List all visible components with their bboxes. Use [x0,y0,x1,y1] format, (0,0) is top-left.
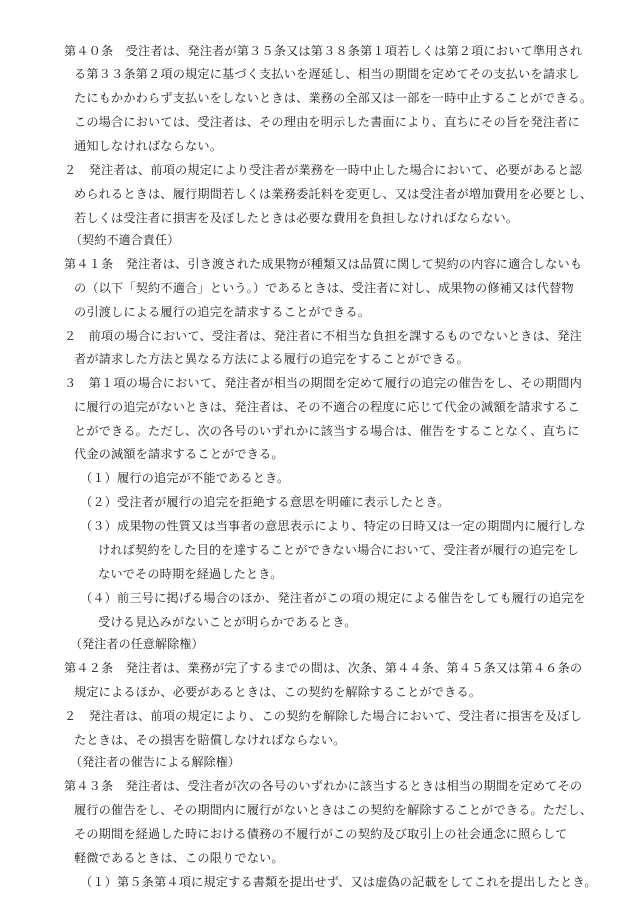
art40-para2-line-2: められるときは、履行期間若しくは業務委託料を変更し、又は受注者が増加費用を必要とし、 [74,187,593,201]
art40-para2-line-1: ２ 発注者は、前項の規定により受注者が業務を一時中止した場合において、必要があると認 [64,163,582,177]
art43-line-1: 第４３条 発注者は、受注者が次の各号のいずれかに該当するときは相当の期間を定めてその [64,779,583,793]
heading-art43: （発注者の催告による解除権） [70,755,241,769]
art43-item-1: （１）第５条第４項に規定する書類を提出せず、又は虚偽の記載をしてこれを提出したとき。 [80,875,597,889]
art42-line-1: 第４２条 発注者は、業務が完了するまでの間は、次条、第４４条、第４５条又は第４６条の [64,661,583,675]
art42-para2-line-1: ２ 発注者は、前項の規定により、この契約を解除した場合において、受注者に損害を及ぼし [64,709,582,723]
art43-line-4: 軽微であるときは、この限りでない。 [74,851,284,865]
art40-line-1: 第４０条 受注者は、発注者が第３５条又は第３８条第１項若しくは第２項において準用され [64,44,583,58]
art43-line-2: 履行の催告をし、その期間内に履行がないときはこの契約を解除することができる。ただし、 [74,803,593,817]
art41-item-4-line-2: 受ける見込みがないことが明らかであるとき。 [98,615,357,629]
art41-item-2: （２）受注者が履行の追完を拒絶する意思を明確に表示したとき。 [80,495,450,509]
art40-line-3: たにもかかわらず支払いをしないときは、業務の全部又は一部を一時中止することができる。 [74,91,593,105]
art41-para3-line-4: 代金の減額を請求することができる。 [74,447,284,461]
art41-item-3-line-2: ければ契約をした目的を達することができない場合において、受注者が履行の追完をし [98,543,579,557]
art41-para3-line-1: ３ 第１項の場合において、発注者が相当の期間を定めて履行の追完の催告をし、その期間内 [64,376,582,390]
art41-para3-line-2: に履行の追完がないときは、発注者は、その不適合の程度に応じて代金の減額を請求するこ [74,400,580,414]
art41-line-3: の引渡しによる履行の追完を請求することができる。 [74,305,371,319]
art40-line-5: 通知しなければならない。 [74,139,223,153]
art41-para2-line-2: 者が請求した方法と異なる方法による履行の追完をすることができる。 [74,352,469,366]
art42-para2-line-2: たときは、その損害を賠償しなければならない。 [74,733,346,747]
art41-line-1: 第４１条 発注者は、引き渡された成果物が種類又は品質に関して契約の内容に適合しないも [64,257,583,271]
art41-item-3-line-1: （３）成果物の性質又は当事者の意思表示により、特定の日時又は一定の期間内に履行しな [80,519,586,533]
heading-art41: （契約不適合責任） [70,233,180,247]
art41-item-1: （１）履行の追完が不能であるとき。 [80,471,290,485]
heading-art42: （発注者の任意解除権） [70,637,204,651]
art41-para2-line-1: ２ 前項の場合において、受注者は、発注者に不相当な負担を課するものでないときは、発注 [64,329,582,343]
art41-line-2: の（以下「契約不適合」という。）であるときは、受注者に対し、成果物の修補又は代替物 [74,281,574,295]
art43-line-3: その期間を経過した時における債務の不履行がこの契約及び取引上の社会通念に照らして [74,827,568,841]
art40-para2-line-3: 若しくは受注者に損害を及ぼしたときは必要な費用を負担しなければならない。 [74,211,519,225]
art40-line-4: この場合においては、受注者は、その理由を明示した書面により、直ちにその旨を発注者に [74,115,580,129]
art40-line-2: る第３３条第２項の規定に基づく支払いを遅延し、相当の期間を定めてその支払いを請求し [74,67,580,81]
art41-item-4-line-1: （４）前三号に掲げる場合のほか、発注者がこの項の規定による催告をしても履行の追完を [80,591,586,605]
art41-item-3-line-3: ないでその時期を経過したとき。 [98,567,283,581]
art41-para3-line-3: とができる。ただし、次の各号のいずれかに該当する場合は、催告をすることなく、直ちに [74,424,580,438]
art42-line-2: 規定によるほか、必要があるときは、この契約を解除することができる。 [74,685,482,699]
